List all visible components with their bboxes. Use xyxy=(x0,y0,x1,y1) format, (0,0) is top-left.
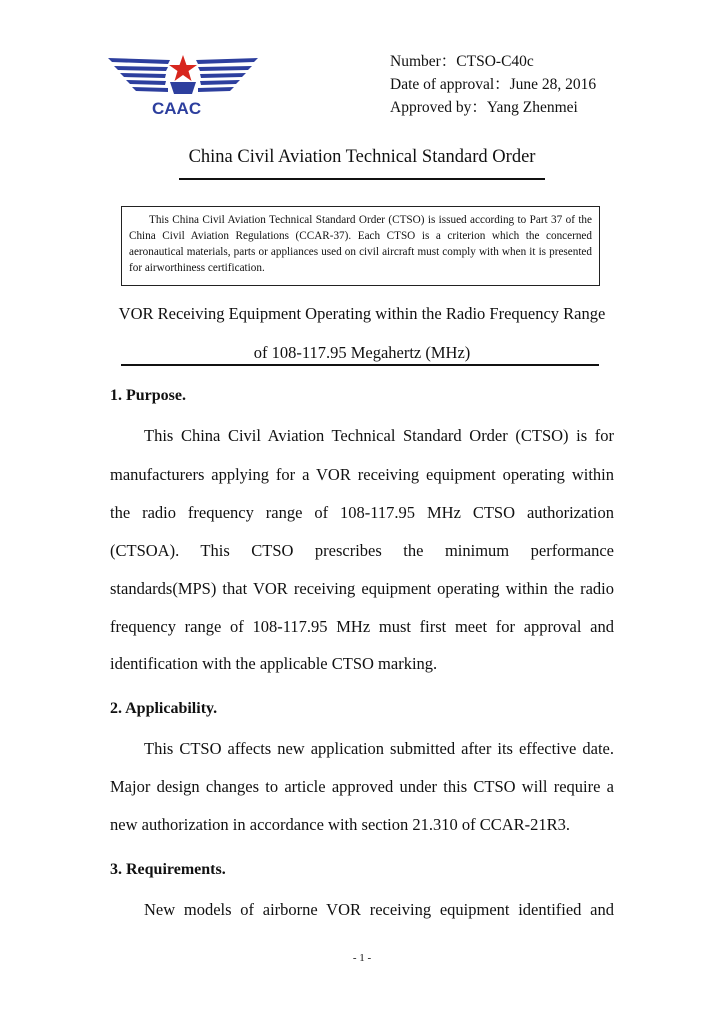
section-heading-applicability: 2. Applicability. xyxy=(110,700,218,717)
section-heading-purpose: 1. Purpose. xyxy=(110,387,186,404)
approved-by: Approved by：Yang Zhenmei xyxy=(390,99,578,116)
notice-text: This China Civil Aviation Technical Standard Order (CTSO) is issued according to Part 37 of the China Civil Aviation Regulations (CCAR-37). Each CTSO is a criterion which the concerned aeronautical materials, parts or appliances used on civil aircraft must comply with when it is presented for airworthiness certification. xyxy=(129,214,592,274)
body-line: This China Civil Aviation Technical Standard Order (CTSO) is for xyxy=(144,426,614,445)
body-line: This CTSO affects new application submitted after its effective date. xyxy=(144,739,614,758)
document-title: China Civil Aviation Technical Standard Order xyxy=(188,147,536,167)
body-line: Major design changes to article approved under this CTSO will require a xyxy=(110,777,614,796)
standard-title-line-2: of 108-117.95 Megahertz (MHz) xyxy=(253,343,471,362)
standard-title-underline xyxy=(121,364,599,366)
body-line: standards(MPS) that VOR receiving equipment operating within the radio xyxy=(110,579,614,598)
document-number: Number：CTSO-C40c xyxy=(390,53,534,70)
body-line: (CTSOA). This CTSO prescribes the minimum performance xyxy=(110,541,614,560)
body-line: frequency range of 108-117.95 MHz must first meet for approval and xyxy=(110,617,614,636)
body-line: New models of airborne VOR receiving equipment identified and xyxy=(144,900,614,919)
body-line: the radio frequency range of 108-117.95 MHz CTSO authorization xyxy=(110,503,614,522)
title-underline xyxy=(179,178,545,180)
body-line: identification with the applicable CTSO marking. xyxy=(110,654,438,673)
notice-box xyxy=(121,206,600,286)
section-heading-requirements: 3. Requirements. xyxy=(110,861,226,878)
approval-date: Date of approval：June 28, 2016 xyxy=(390,76,597,93)
page-number: - 1 - xyxy=(352,952,372,964)
standard-title-line-1: VOR Receiving Equipment Operating within the Radio Frequency Range xyxy=(118,304,606,323)
logo-wordmark: CAAC xyxy=(152,99,202,118)
caac-logo xyxy=(108,52,258,120)
body-line: manufacturers applying for a VOR receiving equipment operating within xyxy=(110,465,614,484)
body-line: new authorization in accordance with section 21.310 of CCAR-21R3. xyxy=(110,815,571,834)
